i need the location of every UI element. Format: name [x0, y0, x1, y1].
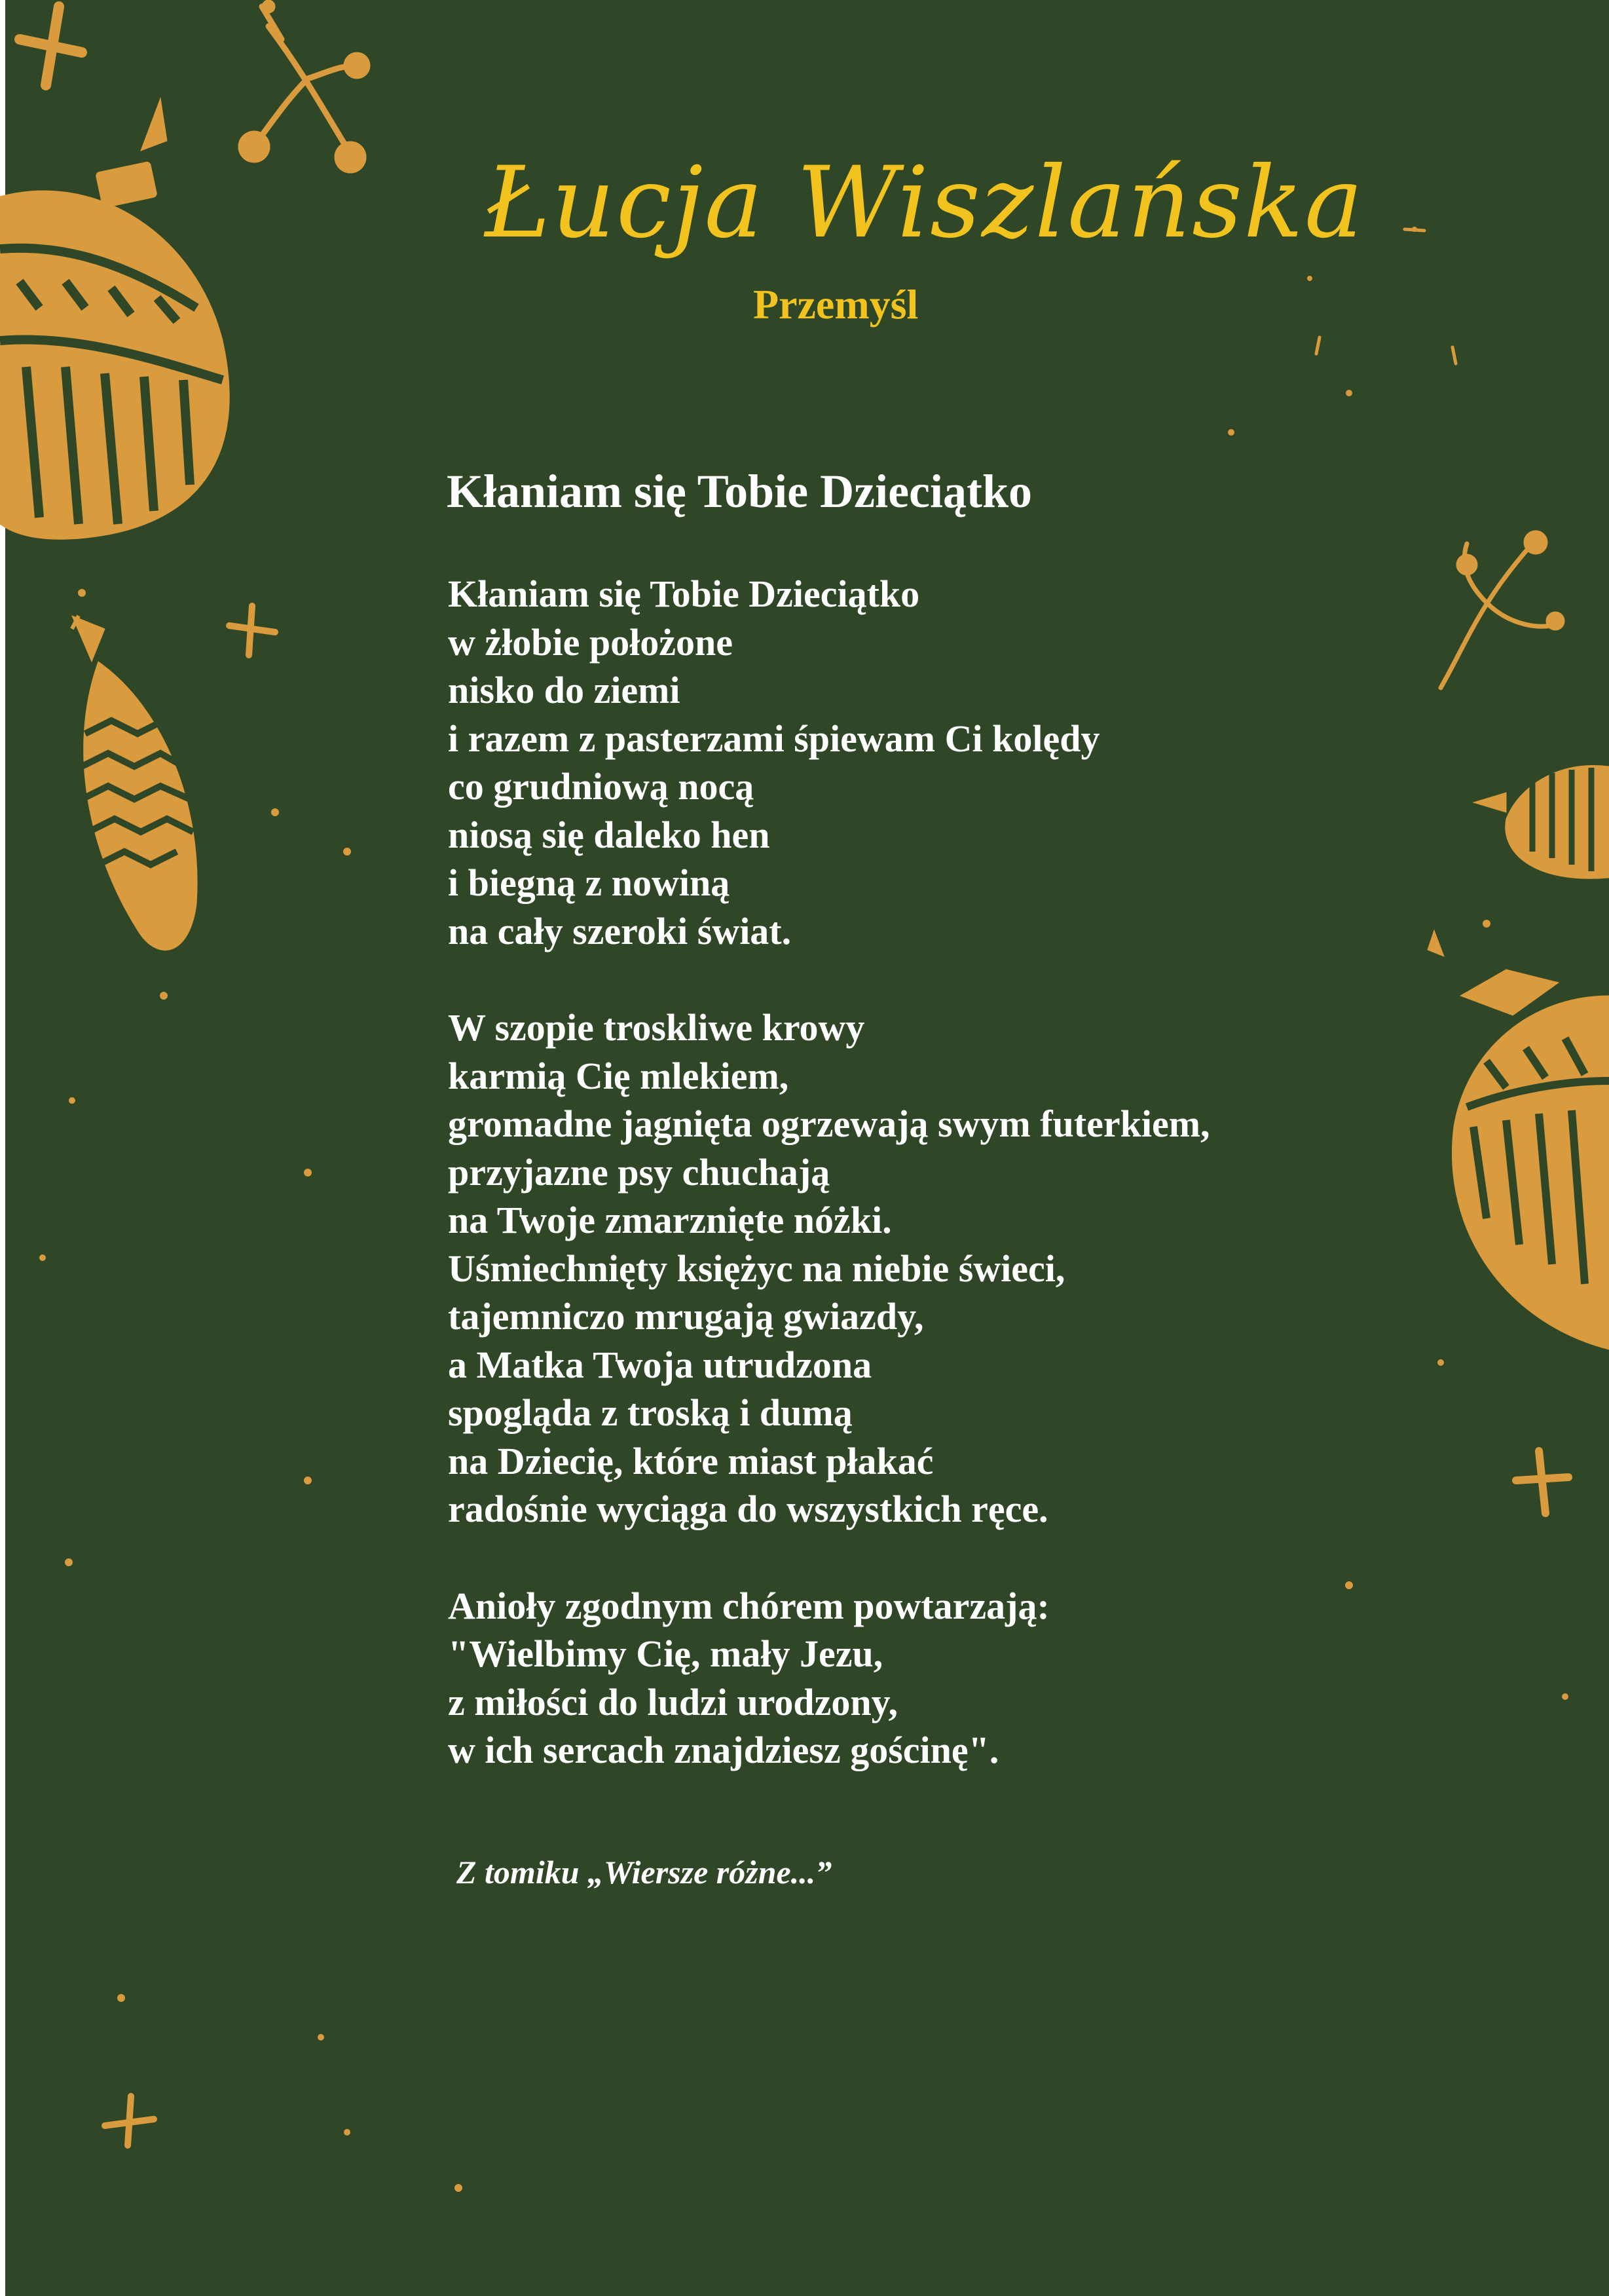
- stanza: [448, 1004, 1210, 1534]
- stanza: [448, 1582, 1210, 1775]
- ornament-icon: [1428, 930, 1609, 1349]
- poem-line: Kłaniam się Tobie Dzieciątko: [448, 573, 920, 615]
- poem-line: "Wielbimy Cię, mały Jezu,: [448, 1632, 883, 1675]
- source-note: Z tomiku „Wiersze różne...”: [456, 1854, 832, 1891]
- poem-line: W szopie troskliwe krowy: [448, 1006, 865, 1049]
- poem-line: na cały szeroki świat.: [448, 909, 792, 952]
- poem-line: na Dziecię, które miast płakać: [448, 1439, 934, 1482]
- stanza: [448, 570, 1210, 955]
- twig-icon: [255, 7, 357, 164]
- poem-line: w ich sercach znajdziesz gościnę".: [448, 1729, 999, 1771]
- berry-icon: [1456, 531, 1564, 630]
- poem-line: Anioły zgodnym chórem powtarzają:: [448, 1584, 1050, 1627]
- poem-line: na Twoje zmarznięte nóżki.: [448, 1199, 892, 1241]
- poem-line: tajemniczo mrugają gwiazdy,: [448, 1295, 924, 1338]
- author-name: Łucja Wiszlańska: [485, 146, 1365, 260]
- star-cross-icon: [229, 606, 275, 655]
- poem-line: niosą się daleko hen: [448, 813, 770, 856]
- poem-line: przyjazne psy chuchają: [448, 1150, 830, 1194]
- poem-line: w żłobie położone: [448, 620, 733, 664]
- poem-body: [448, 570, 1210, 1823]
- star-cross-icon: [105, 2096, 154, 2145]
- poem-line: i biegną z nowiną: [448, 861, 730, 904]
- author-city: Przemyśl: [753, 281, 919, 328]
- poem-line: gromadne jagnięta ogrzewają swym futerkiem,: [448, 1102, 1210, 1145]
- poem-line: Uśmiechnięty księżyc na niebie świeci,: [448, 1247, 1065, 1290]
- poem-line: z miłości do ludzi urodzony,: [448, 1680, 898, 1723]
- poem-line: spogląda z troską i dumą: [448, 1391, 853, 1434]
- poem-line: karmią Cię mlekiem,: [448, 1054, 789, 1097]
- poem-line: nisko do ziemi: [448, 669, 680, 711]
- star-cross-icon: [20, 7, 82, 85]
- poem-line: a Matka Twoja utrudzona: [448, 1343, 872, 1386]
- poem-title: Kłaniam się Tobie Dzieciątko: [447, 465, 1033, 518]
- poem-line: co grudniową nocą: [448, 765, 754, 808]
- star-cross-icon: [1516, 1451, 1568, 1513]
- poem-line: i razem z pasterzami śpiewam Ci kolędy: [448, 717, 1100, 760]
- poem-line: radośnie wyciąga do wszystkich ręce.: [448, 1488, 1048, 1530]
- ornament-icon: [72, 616, 197, 950]
